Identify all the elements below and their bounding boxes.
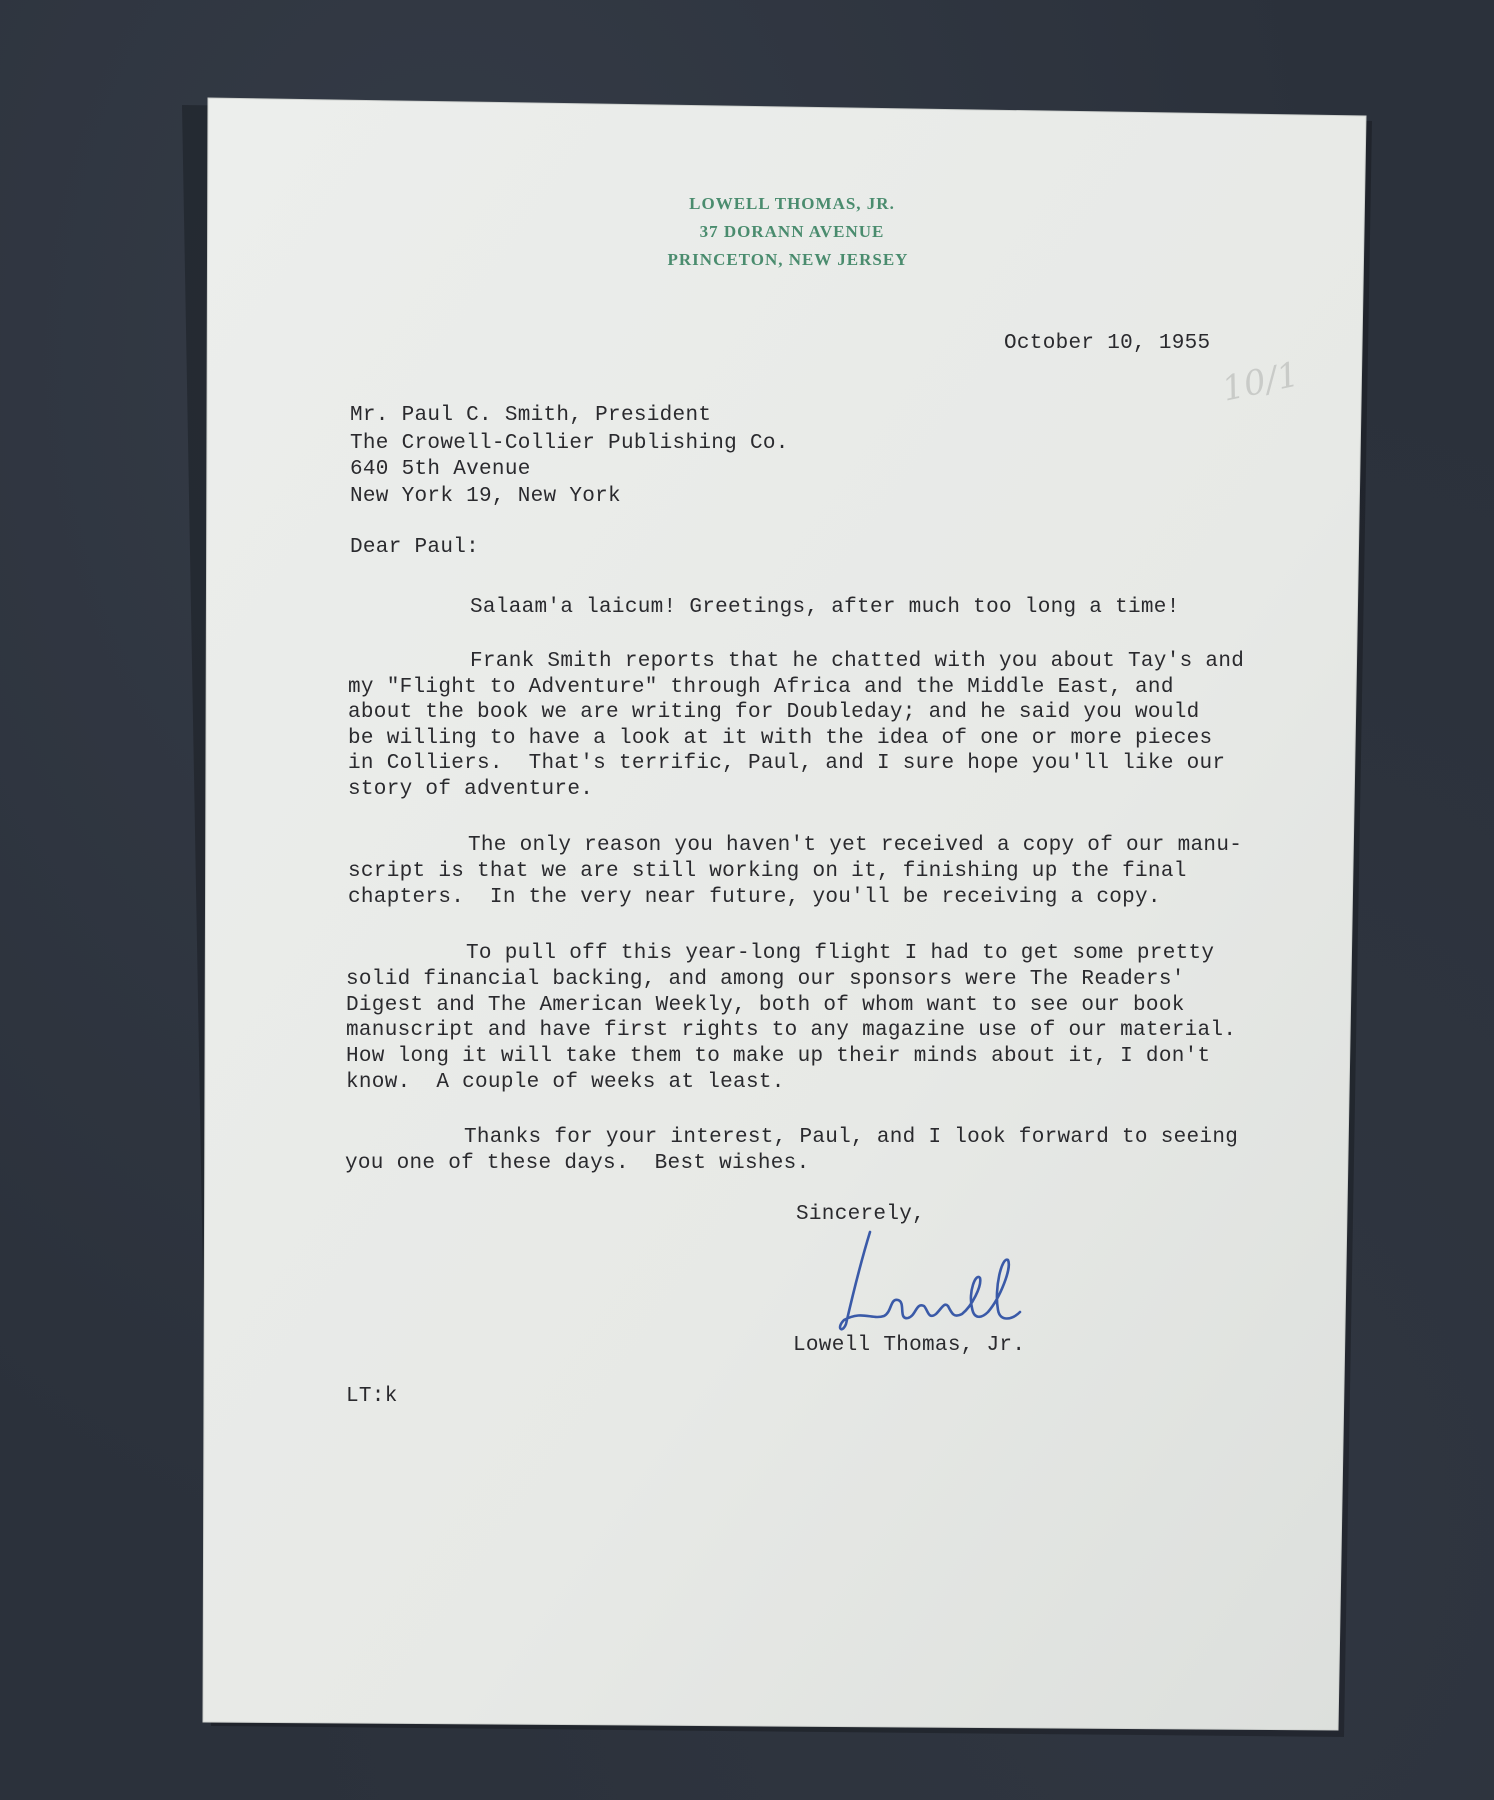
body-line: Thanks for your interest, Paul, and I look forward to seeing [464, 1126, 1239, 1149]
recipient-line: The Crowell-Collier Publishing Co. [350, 432, 789, 455]
body-line: To pull off this year-long flight I had to get some pretty [466, 942, 1215, 965]
recipient-line: Mr. Paul C. Smith, President [350, 404, 712, 427]
body-line: in Colliers. That's terrific, Paul, and I sure hope you'll like our [348, 752, 1226, 776]
signature [832, 1228, 1032, 1338]
body-line: Frank Smith reports that he chatted with you about Tay's and [470, 650, 1245, 673]
body-line: Digest and The American Weekly, both of whom want to see our book [346, 993, 1185, 1017]
body-line: The only reason you haven't yet received a copy of our manu- [468, 834, 1243, 857]
body-line: solid financial backing, and among our sponsors were The Readers' [346, 967, 1185, 991]
recipient-line: 640 5th Avenue [350, 458, 531, 481]
body-line: script is that we are still working on it, finishing up the final [348, 860, 1187, 883]
letter-date: October 10, 1955 [1004, 332, 1211, 355]
letterhead-city: PRINCETON, NEW JERSEY [667, 250, 909, 269]
body-line: chapters. In the very near future, you'll be receiving a copy. [348, 886, 1161, 909]
salutation: Dear Paul: [350, 536, 480, 559]
body-line: know. A couple of weeks at least. [346, 1071, 785, 1094]
body-line: about the book we are writing for Doubleday; and he said you would [348, 701, 1200, 725]
body-line: manuscript and have first rights to any magazine use of our material. [346, 1019, 1237, 1043]
body-line: my "Flight to Adventure" through Africa and the Middle East, and [348, 675, 1174, 699]
body-line: be willing to have a look at it with the idea of one or more pieces [348, 726, 1213, 750]
body-line: Salaam'a laicum! Greetings, after much too long a time! [470, 596, 1180, 619]
letterhead-street: 37 DORANN AVENUE [699, 222, 885, 241]
letterhead-name: LOWELL THOMAS, JR. [689, 194, 895, 213]
margin-note: 10/1 [1218, 354, 1303, 410]
signer-name: Lowell Thomas, Jr. [793, 1334, 1026, 1357]
closing: Sincerely, [796, 1203, 926, 1226]
recipient-line: New York 19, New York [350, 485, 621, 508]
body-line: How long it will take them to make up their minds about it, I don't [346, 1045, 1211, 1069]
body-line: you one of these days. Best wishes. [345, 1152, 810, 1175]
reference-initials: LT:k [346, 1385, 398, 1408]
body-line: story of adventure. [348, 778, 594, 801]
